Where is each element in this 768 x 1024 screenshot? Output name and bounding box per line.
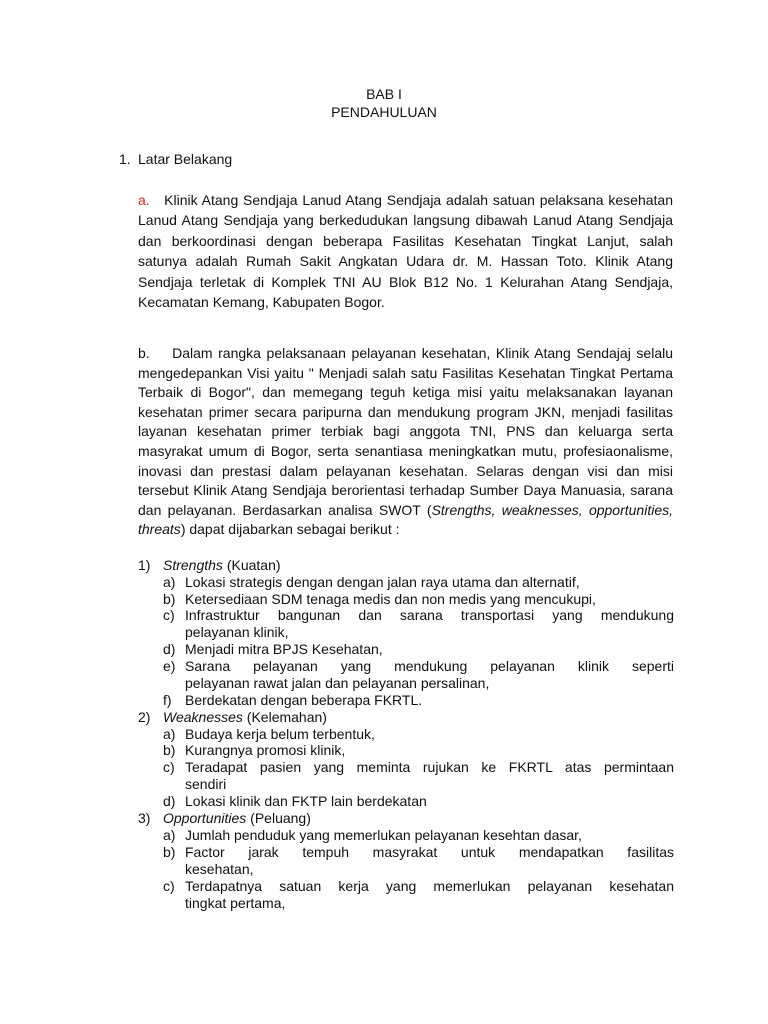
strengths-label: Strengths <box>163 557 223 573</box>
list-marker: c) <box>163 878 175 894</box>
weaknesses-heading <box>163 709 327 726</box>
list-item: Terdapatnya satuan kerja yang memerlukan pelayanan kesehatan <box>185 878 674 894</box>
chapter-title: PENDAHULUAN <box>331 104 437 120</box>
paragraph-b <box>138 344 673 540</box>
list-marker: d) <box>163 641 176 657</box>
weaknesses-label: Weaknesses <box>163 709 243 725</box>
strengths-number: 1) <box>138 557 151 573</box>
chapter-number: BAB I <box>366 86 402 102</box>
list-item: Budaya kerja belum terbentuk, <box>185 726 375 742</box>
list-marker: f) <box>163 692 172 708</box>
paragraph-b-marker: b. <box>138 345 150 361</box>
list-item-continued: pelayanan rawat jalan dan pelayanan persalinan, <box>185 675 490 691</box>
swot-terms: Strengths, weaknesses, opportunities, threats <box>138 501 673 538</box>
list-marker: d) <box>163 793 176 809</box>
paragraph-a-text: Klinik Atang Sendjaja Lanud Atang Sendjaja adalah satuan pelaksana kesehatan Lanud Atang Sendjaja yang berkedudukan langsung dibawah Lanud Atang Sendjaja dan berkoordinasi dengan beberapa Fasilitas Kesehatan Tingkat Lanjut, salah satunya adalah Rumah Sakit Angkatan Udara dr. M. Hassan Toto. Klinik Atang Sendjaja terletak di Komplek TNI AU Blok B12 No. 1 Kelurahan Atang Sendjaja, Kecamatan Kemang, Kabupaten Bogor. <box>138 192 673 311</box>
list-marker: b) <box>163 844 176 860</box>
list-item-continued: kesehatan, <box>185 861 254 877</box>
list-item: Menjadi mitra BPJS Kesehatan, <box>185 641 383 657</box>
paragraph-a <box>138 190 673 312</box>
paragraph-a-marker: a. <box>138 192 150 208</box>
section-number: 1. <box>119 151 131 167</box>
list-item-continued: pelayanan klinik, <box>185 624 289 640</box>
weaknesses-number: 2) <box>138 709 151 725</box>
strengths-translation: (Kuatan) <box>226 557 281 573</box>
list-item-continued: sendiri <box>185 776 227 792</box>
list-marker: a) <box>163 574 176 590</box>
opportunities-number: 3) <box>138 810 151 826</box>
section-title: Latar Belakang <box>138 151 233 167</box>
list-marker: a) <box>163 827 176 843</box>
list-item: Jumlah penduduk yang memerlukan pelayanan kesehtan dasar, <box>185 827 582 843</box>
list-item-continued: tingkat pertama, <box>185 895 286 911</box>
list-item: Ketersediaan SDM tenaga medis dan non medis yang mencukupi, <box>185 591 596 607</box>
opportunities-label: Opportunities <box>163 810 247 826</box>
list-marker: a) <box>163 726 176 742</box>
list-item: Sarana pelayanan yang mendukung pelayanan klinik seperti <box>185 658 674 674</box>
opportunities-translation: (Peluang) <box>250 810 311 826</box>
paragraph-b-tail: ) dapat dijabarkan sebagai berikut : <box>180 521 400 538</box>
list-marker: c) <box>163 759 175 775</box>
list-marker: c) <box>163 607 175 623</box>
list-item: Kurangnya promosi klinik, <box>185 742 346 758</box>
weaknesses-translation: (Kelemahan) <box>246 709 327 725</box>
paragraph-b-text: Dalam rangka pelaksanaan pelayanan kesehatan, Klinik Atang Sendajaj selalu mengedepankan Visi yaitu " Menjadi salah satu Fasilitas Kesehatan Tingkat Pertama Terbaik di Bogor", dan memegang teguh ketiga misi yaitu melaksanakan layanan kesehatan primer secara paripurna dan mendukung program JKN, menjadi fasilitas layanan kesehatan primer terbiak bagi anggota TNI, PNS dan keluarga serta masyrakat umum di Bogor, serta senantiasa meningkatkan mutu, profesiaonalisme, inovasi dan prestasi dalam pelayanan kesehatan. Selaras dengan visi dan misi tersebut Klinik Atang Sendjaja berorientasi terhadap Sumber Daya Manuasia, sarana dan pelayanan. Berdasarkan analisa SWOT ( <box>138 345 673 518</box>
list-item: Infrastruktur bangunan dan sarana transportasi yang mendukung <box>185 607 674 623</box>
list-marker: b) <box>163 591 176 607</box>
list-item: Berdekatan dengan beberapa FKRTL. <box>185 692 423 708</box>
strengths-heading <box>163 557 281 574</box>
list-marker: b) <box>163 742 176 758</box>
opportunities-heading <box>163 810 311 827</box>
list-marker: e) <box>163 658 176 674</box>
list-item: Teradapat pasien yang meminta rujukan ke FKRTL atas permintaan <box>185 759 674 775</box>
list-item: Factor jarak tempuh masyrakat untuk mendapatkan fasilitas <box>185 844 674 860</box>
list-item: Lokasi klinik dan FKTP lain berdekatan <box>185 793 427 809</box>
list-item: Lokasi strategis dengan dengan jalan raya utama dan alternatif, <box>185 574 580 590</box>
